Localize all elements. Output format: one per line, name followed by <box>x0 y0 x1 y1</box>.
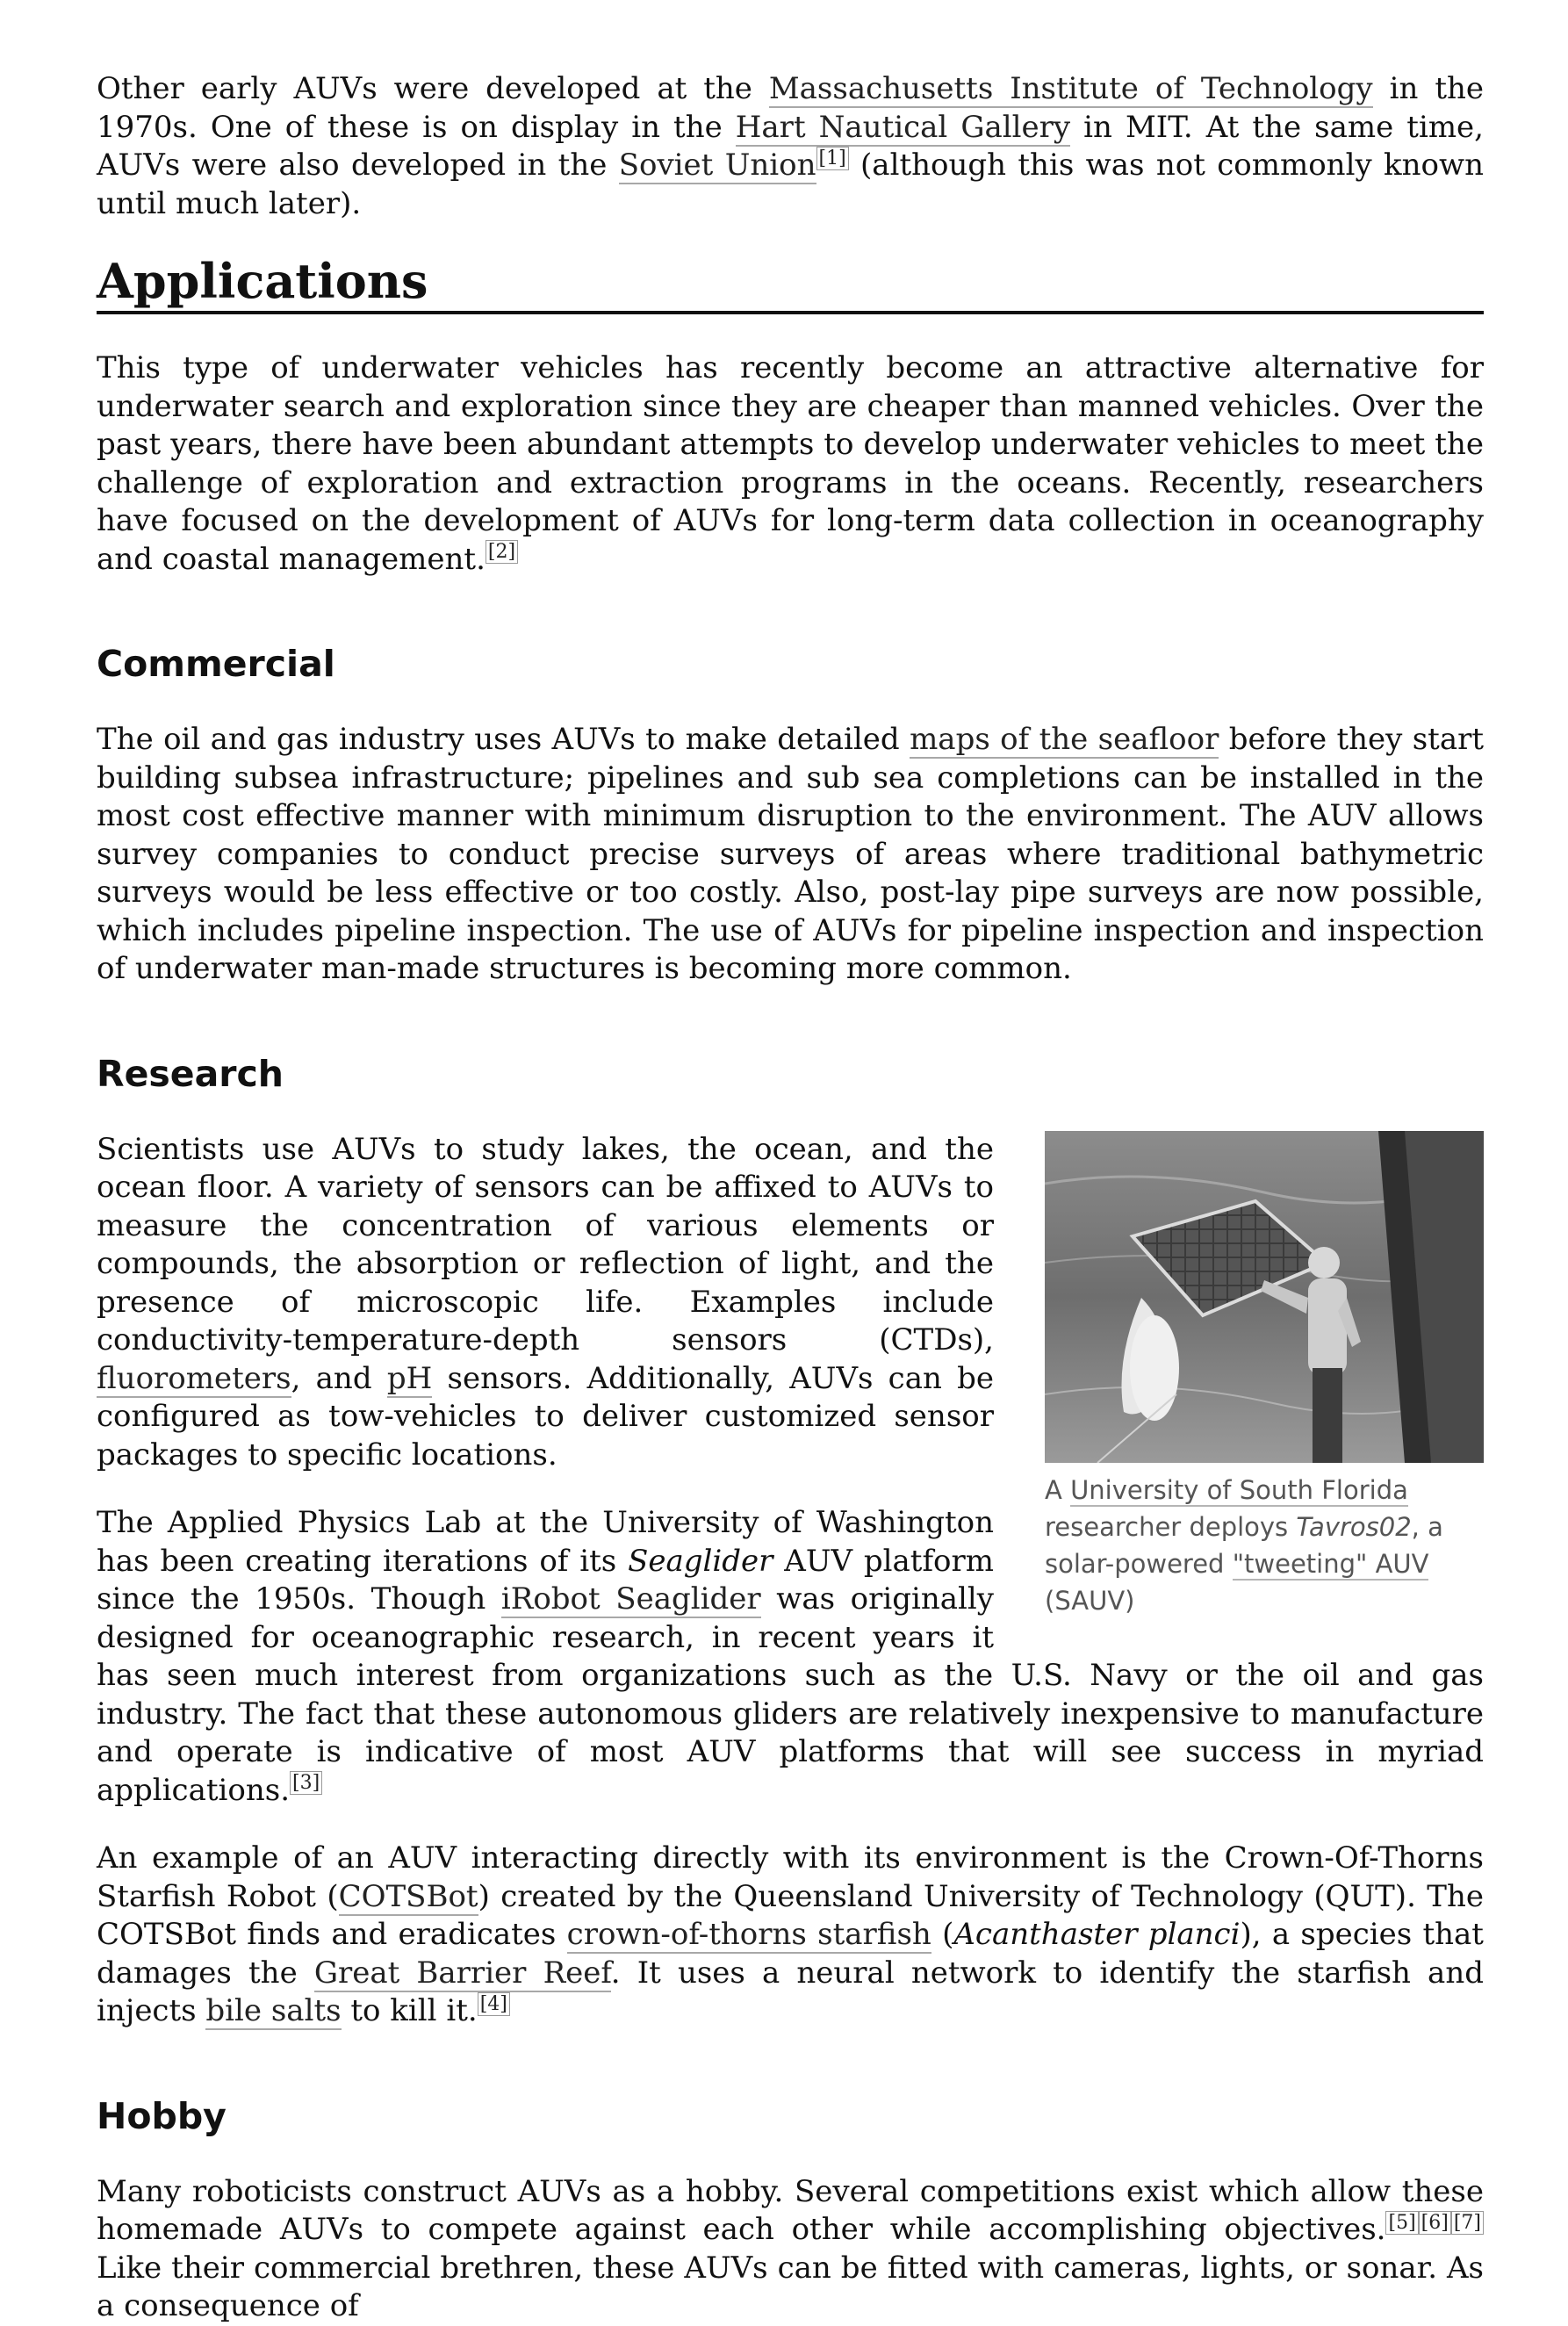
text: Tavros02 <box>1296 1511 1412 1542</box>
reference-3 <box>290 1771 322 1795</box>
text: Acanthaster planci <box>953 1917 1241 1952</box>
reference-7-link[interactable]: [7] <box>1451 2211 1484 2235</box>
reference-1 <box>816 147 849 170</box>
text: sensors. Additionally, AUVs can be configured as tow-vehicles to deliver customized sensor packages to specific locations. <box>97 1360 995 1473</box>
text: was originally designed for oceanographic research, in recent years it has seen much interest from organizations such as the U.S. Navy or the oil and gas industry. The fact that these autonomous gliders are relatively inexpensive to manufacture and operate is indicative of most AUV platforms that will see success in myriad applications. <box>97 1581 1484 1808</box>
reference-2-link[interactable]: [2] <box>486 540 518 564</box>
text: The Applied Physics Lab at the University of Washington has been creating iterations of its <box>97 1505 994 1579</box>
subsection-heading-commercial: Commercial <box>97 643 335 685</box>
text: Seaglider <box>628 1543 773 1579</box>
link-mit[interactable]: Massachusetts Institute of Technology <box>768 71 1373 106</box>
text: (although this was not commonly known until much later). <box>97 148 1484 221</box>
text: Like their commercial brethren, these AUVs can be fitted with cameras, lights, or sonar. As a consequence of <box>97 2250 1484 2323</box>
applications-paragraph <box>97 349 1484 579</box>
reference-3-link[interactable]: [3] <box>290 1771 322 1795</box>
link-crown-of-thorns-starfish[interactable]: crown-of-thorns starfish <box>566 1917 931 1952</box>
hobby-paragraph <box>97 2173 1484 2326</box>
reference-6-link[interactable]: [6] <box>1419 2211 1451 2235</box>
text: ), a species that damages the <box>97 1917 1484 1991</box>
link-hart-nautical-gallery[interactable]: Hart Nautical Gallery <box>735 109 1071 145</box>
link-soviet-union[interactable]: Soviet Union <box>618 148 816 183</box>
text: AUV platform since the 1950s. Though <box>97 1543 994 1617</box>
text: Many roboticists construct AUVs as a hobby. Several competitions exist which allow these homemade AUVs to compete against each other while accomplishing objectives. <box>97 2173 1484 2247</box>
text: to kill it. <box>341 1993 478 2028</box>
reference-6 <box>1419 2211 1451 2235</box>
link-cotsbot[interactable]: COTSBot <box>338 1878 478 1914</box>
reference-7 <box>1451 2211 1484 2235</box>
figure-caption <box>1045 1472 1484 1619</box>
link-irobot-seaglider[interactable]: iRobot Seaglider <box>500 1581 761 1617</box>
text: (SAUV) <box>1045 1585 1135 1616</box>
reference-5-link[interactable]: [5] <box>1385 2211 1418 2235</box>
reference-4 <box>478 1992 510 2016</box>
text: ( <box>931 1917 954 1952</box>
text: The oil and gas industry uses AUVs to make detailed <box>97 722 910 757</box>
reference-2 <box>486 540 518 564</box>
subsection-heading-hobby: Hobby <box>97 2094 227 2137</box>
text: , and <box>291 1360 387 1396</box>
text: , a solar-powered <box>1045 1511 1443 1579</box>
reference-5 <box>1385 2211 1418 2235</box>
text: Other early AUVs were developed at the <box>97 71 769 106</box>
text: in the 1970s. One of these is on display in the <box>97 71 1484 145</box>
text: researcher deploys <box>1045 1511 1297 1542</box>
link-bile-salts[interactable]: bile salts <box>205 1993 342 2028</box>
text: ) created by the Queensland University of Technology (QUT). The COTSBot finds and eradicates <box>97 1878 1484 1952</box>
text: in MIT. At the same time, AUVs were also developed in the <box>97 109 1484 183</box>
text: A <box>1045 1474 1071 1505</box>
link-university-of-south-florida[interactable]: University of South Florida <box>1070 1474 1408 1505</box>
research-paragraph-3 <box>97 1840 1484 2031</box>
photo-auv-deployment[interactable] <box>1045 1131 1484 1463</box>
commercial-paragraph <box>97 721 1484 989</box>
text: This type of underwater vehicles has recently become an attractive alternative for underwater search and exploration since they are cheaper than manned vehicles. Over the past years, there have been abundant attempts to develop underwater vehicles to meet the challenge of exploration and extraction programs in the oceans. Recently, researchers have focused on the development of AUVs for long-term data collection in oceanography and coastal management. <box>97 350 1484 577</box>
link-maps-of-the-seafloor[interactable]: maps of the seafloor <box>910 722 1219 757</box>
intro-paragraph <box>97 70 1484 223</box>
text: An example of an AUV interacting directly with its environment is the Crown-Of-Thorns Starfish Robot ( <box>97 1840 1484 1914</box>
figure-tavros02 <box>1045 1131 1484 1619</box>
subsection-heading-research: Research <box>97 1052 284 1095</box>
section-heading-applications: Applications <box>97 253 1484 314</box>
text: Scientists use AUVs to study lakes, the ocean, and the ocean floor. A variety of sensors can be affixed to AUVs to measure the concentration of various elements or compounds, the absorption or reflection of light, and the presence of microscopic life. Examples include conductivity-temperature-depth sensors (CTDs), <box>97 1131 994 1357</box>
link-ph[interactable]: pH <box>386 1360 433 1396</box>
link-tweeting-auv[interactable]: "tweeting" AUV <box>1232 1548 1429 1579</box>
text: before they start building subsea infrastructure; pipelines and sub sea completions can be installed in the most cost effective manner with minimum disruption to the environment. The AUV allows survey companies to conduct precise surveys of areas where traditional bathymetric surveys would be less effective or too costly. Also, post-lay pipe surveys are now possible, which includes pipeline inspection. The use of AUVs for pipeline inspection and inspection of underwater man-made structures is becoming more common. <box>97 722 1485 986</box>
link-fluorometers[interactable]: fluorometers <box>97 1360 291 1396</box>
link-great-barrier-reef[interactable]: Great Barrier Reef <box>313 1955 611 1991</box>
text: . It uses a neural network to identify the starfish and injects <box>97 1955 1484 2028</box>
reference-1-link[interactable]: [1] <box>816 147 849 170</box>
reference-4-link[interactable]: [4] <box>478 1992 510 2016</box>
